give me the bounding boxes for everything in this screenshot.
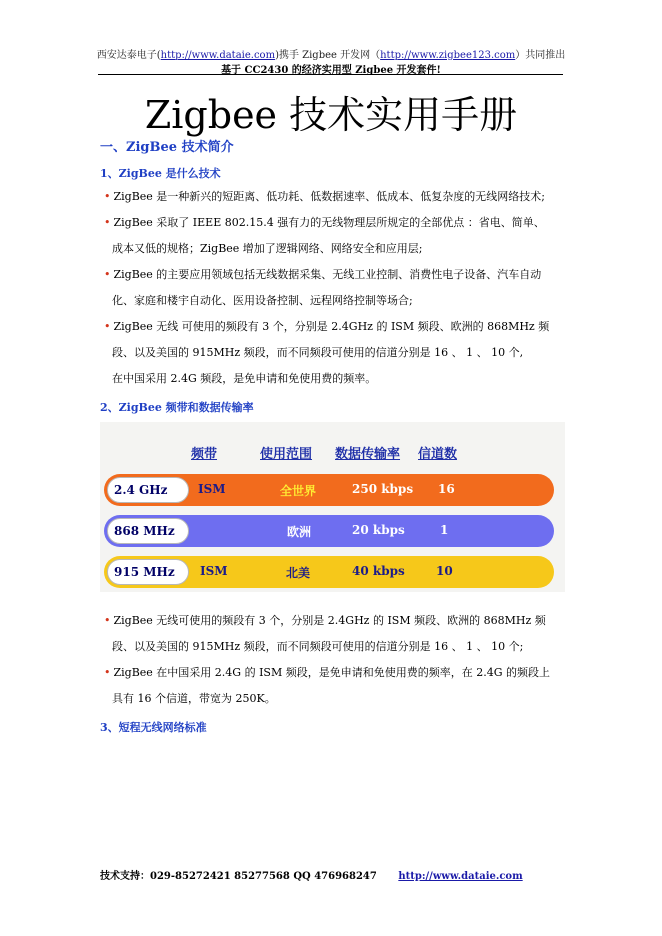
band-row-868mhz (104, 515, 554, 547)
band-channels: 10 (436, 564, 453, 578)
band-pill: 868 MHz (107, 518, 189, 544)
zigbee123-link[interactable]: http://www.zigbee123.com (380, 50, 516, 61)
header-range: 使用范围 (260, 447, 313, 462)
subheading-1: 1、ZigBee 是什么技术 (100, 167, 221, 180)
list-item: • ZigBee 采取了 IEEE 802.15.4 强有力的无线物理层所规定的全部优点 ：省电、简单、 成本又低的规格；ZigBee 增加了逻辑网络、网络安全和应用层; (104, 216, 545, 255)
band-label: ISM (198, 482, 226, 496)
frequency-band-table (100, 422, 565, 592)
header-line-1 (0, 46, 662, 61)
header-suffix: ）共同推出 (515, 50, 566, 61)
header-line-2: 基于 CC2430 的经济实用型 Zigbee 开发套件! (221, 65, 441, 76)
header-rule (98, 74, 563, 75)
band-range: 全世界 (280, 484, 317, 498)
band-range: 欧洲 (287, 525, 312, 539)
band-rate: 20 kbps (352, 523, 405, 537)
band-channels: 16 (438, 482, 455, 496)
list-item: • ZigBee 的主要应用领域包括无线数据采集、无线工业控制、消费性电子设备、汽车自动 化、家庭和楼宇自动化、医用设备控制、远程网络控制等场合; (104, 268, 542, 307)
header-mid: )携手 Zigbee 开发网（ (275, 50, 381, 61)
band-row-2-4ghz (104, 474, 554, 506)
header-band: 频带 (191, 447, 218, 462)
bullet-list-2 (104, 608, 562, 712)
band-rate: 250 kbps (352, 482, 414, 496)
band-range: 北美 (286, 566, 311, 580)
document-title: Zigbee 技术实用手册 (144, 93, 518, 137)
subheading-3: 3、短程无线网络标准 (100, 721, 207, 734)
list-item: • ZigBee 无线可使用的频段有 3 个，分别是 2.4GHz 的 ISM 频段、欧洲的 868MHz 频 段、以及美国的 915MHz 频段，而不同频段可使用的信道分别是 16 、 1 、 10 个; (104, 614, 546, 653)
band-channels: 1 (440, 523, 449, 537)
header-rate: 数据传输率 (335, 447, 401, 462)
list-item: • ZigBee 无线 可使用的频段有 3 个，分别是 2.4GHz 的 ISM 频段、欧洲的 868MHz 频 段、以及美国的 915MHz 频段，而不同频段可使用的信道分别是 16 、 1 、 10 个, 在中国采用 2.4G 频段，是免申请和免使用费的频率。 (104, 320, 550, 385)
list-item: • ZigBee 是一种新兴的短距离、低功耗、低数据速率、低成本、低复杂度的无线网络技术; (104, 190, 546, 203)
list-item: • ZigBee 在中国采用 2.4G 的 ISM 频段，是免申请和免使用费的频率，在 2.4G 的频段上 具有 16 个信道，带宽为 250K。 (104, 666, 550, 705)
subheading-2: 2、ZigBee 频带和数据传输率 (100, 401, 254, 414)
dataie-link[interactable]: http://www.dataie.com (160, 50, 276, 61)
band-pill: 915 MHz (107, 559, 189, 585)
band-rate: 40 kbps (352, 564, 405, 578)
band-label: ISM (200, 564, 228, 578)
band-row-915mhz (104, 556, 554, 588)
footer-support: 技术支持：029-85272421 85277568 QQ 476968247 (100, 871, 377, 882)
header-channels: 信道数 (418, 447, 458, 462)
footer (100, 867, 523, 882)
band-pill: 2.4 GHz (107, 477, 189, 503)
footer-link[interactable]: http://www.dataie.com (398, 871, 523, 882)
bullet-list-1 (104, 184, 562, 392)
header-prefix: 西安达泰电子( (96, 50, 161, 61)
section-heading-1: 一、ZigBee 技术简介 (100, 140, 234, 155)
